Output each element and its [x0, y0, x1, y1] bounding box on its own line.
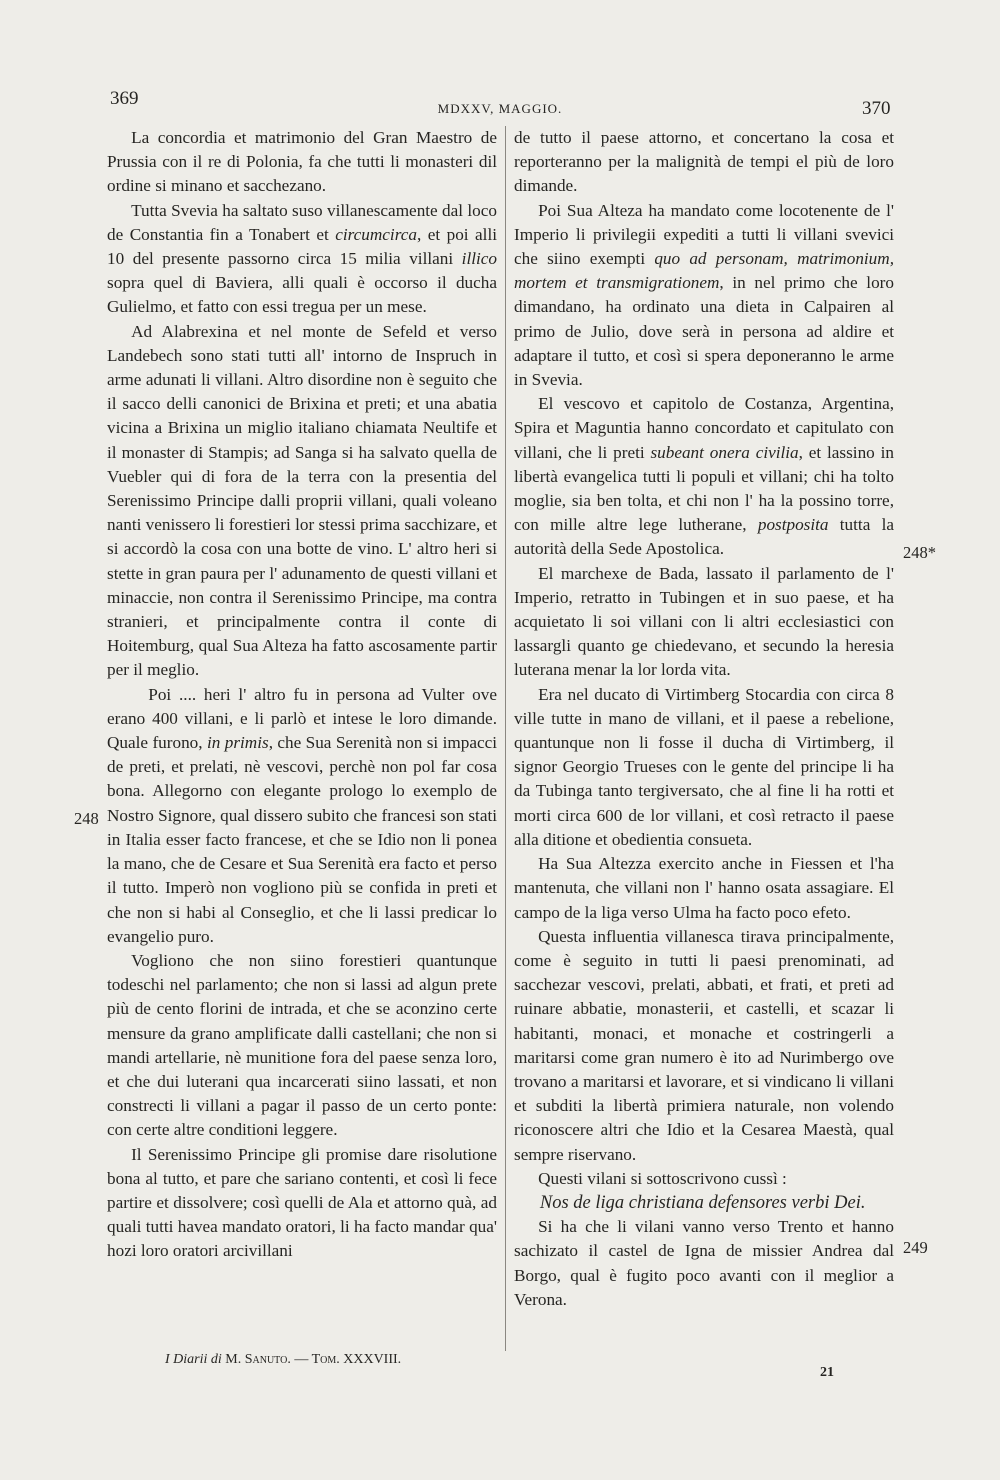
left-column [107, 126, 497, 1264]
paragraph: de tutto il paese attorno, et concertano la cosa et reporteranno per la malignità de tempi el più de loro dimande. [514, 128, 894, 196]
paragraph: El vescovo et capitolo de Costanza, Argentina, Spira et Maguntia hanno concordato et capitulato con villani, che li preti subeant onera civilia, et lassino in libertà evangelica tutti li populi et villani; chi ha tolto moglie, sia ben tolta, et chi non l' ha la possino torre, con mille altre lege lutherane, postposita tutta la autorità della Sede Apostolica. [514, 394, 894, 559]
latin-signature: Nos de liga christiana defensores verbi Dei. [539, 1192, 866, 1213]
footer-citation: I Diarii di M. Sanuto. — Tom. XXXVIII. [165, 1352, 402, 1367]
paragraph: Questa influentia villanesca tirava principalmente, come è seguito in tutti li paesi prenominati, ad sacchezar vescovi, prelati, abbati, et frati, et preti ad ruinare abbatie, monasterii, et castelli, et scazar li habitanti, monaci, et monache et costringerli a maritarsi come gran numero è ito ad Nurimbergo ove trovano a maritarsi et lavorare, et si vindicano li villani et subditi la libertà primiera naturale, non volendo riconoscere altri che Idio et la Cesarea Maestà, qual sempre riservano. [514, 926, 894, 1164]
signature-mark: 21 [820, 1365, 834, 1380]
page-number-left: 369 [110, 88, 139, 109]
margin-number-left: 248 [74, 809, 99, 828]
paragraph: Tutta Svevia ha saltato suso villanescamente dal loco de Constantia fin a Tonabert et circumcirca, et poi alli 10 del presente passorno circa 15 milia villani illico sopra quel di Baviera, alli quali è occorso il ducha Gulielmo, et fatto con essi tregua per un mese. [107, 200, 497, 317]
margin-number-right: 249 [903, 1238, 928, 1257]
right-column [514, 126, 894, 1312]
paragraph: Poi Sua Alteza ha mandato come locotenente de l' Imperio li privilegii expediti a tutti li villani svevici che siino exempti quo ad personam, matrimonium, mortem et transmigrationem, in nel primo che loro dimandano, ha ordinato una dieta in Calpairen al primo de Julio, dove serà in persona ad aldire et adaptare il tutto, et così si spera deponeranno le arme in Svevia. [514, 200, 894, 390]
running-title: MDXXV, MAGGIO. [437, 101, 563, 116]
paragraph: Poi .... heri l' altro fu in persona ad Vulter ove erano 400 villani, e li parlò et intese le loro dimande. Quale furono, in primis, che Sua Serenità non si impacci de preti, et prelati, nè vescovi, perchè non pol far cosa bona. Allegorno con elegante prologo lo exemplo de Nostro Signore, qual dissero subito che francesi son stati in Italia esser facto francese, et che se Idio non li ponea la mano, che de Cesare et Sua Serenità era facto et perso il tutto. Imperò non vogliono più se confida in preti et che non si habi al Conseglio, et che li lassi predicar lo evangelio puro. [107, 684, 497, 946]
paragraph: Questi vilani si sottoscrivono cussì : [538, 1168, 787, 1188]
paragraph: Vogliono che non siino forestieri quantunque todeschi nel parlamento; che non si lassi ad algun prete più de cento florini de intrada, et che se aconzino certe mensure da grano amplificate dalli castellani; che non si mandi artellarie, nè munitione fora del paese senza loro, et che dui luterani qua incarcerati siino lassati, et non constrecti li villani a pagar il passo de un certo ponte: con certe altre conditioni leggere. [107, 950, 497, 1140]
paragraph: Ha Sua Altezza exercito anche in Fiessen et l'ha mantenuta, che villani non l' hanno osata assagiare. El campo de la liga verso Ulma ha facto poco efeto. [514, 854, 894, 922]
paragraph: El marchexe de Bada, lassato il parlamento de l' Imperio, retratto in Tubingen et in suo paese, et ha acquietato li soi villani con li altri ecclesiastici con lassargli quanto ge chiedevano, et secundo la heresia luterana menar la lor lorda vita. [514, 563, 894, 680]
paragraph: Era nel ducato di Virtimberg Stocardia con circa 8 ville tutte in mano de villani, et il paese a rebelione, quantunque non li fosse il ducha di Virtimberg, il signor Georgio Trueses con le gente del principe li ha da Tubinga tanto tergiversato, che al fine li ha rotti et morti circa 600 de lor villani, et così retracto il paese alla ditione et obedientia consueta. [514, 684, 894, 849]
margin-number-right: 248* [903, 543, 936, 562]
paragraph: La concordia et matrimonio del Gran Maestro de Prussia con il re di Polonia, fa che tutti li monasteri dil ordine si minano et sacchezano. [107, 128, 497, 196]
paragraph: Il Serenissimo Principe gli promise dare risolutione bona al tutto, et pare che sariano contenti, et così li fece partire et dissolvere; così quelli de Ala et attorno quà, ad quali tutti havea mandato oratori, li ha facto mandar qua' hozi loro oratori arcivillani [107, 1144, 497, 1261]
column-rule [505, 126, 506, 1351]
paragraph: Ad Alabrexina et nel monte de Sefeld et verso Landebech sono stati tutti all' intorno de Inspruch in arme adunati li villani. Altro disordine non è seguito che il sacco delli canonici de Brixina et preti; et una abatia vicina a Brixina un miglio italiano chiamata Neultife et il monaster di Stampis; ad Sanga si ha salvato quella de Vuebler qui di fora de la terra con la presentia del Serenissimo Principe dalli proprii villani, quali voleano nanti venissero li forestieri lor stessi prima sacchizare, et si accordò la cosa con una botte de vino. L' altro heri si stette in gran paura per l' adunamento de questi villani et minaccie, non contra il Serenissimo Principe, ma contra stranieri, et principalmente contra il conte di Hoitemburg, qual Sua Alteza ha fatto ascosamente partir per il meglio. [107, 321, 497, 680]
page-number-right: 370 [862, 98, 891, 119]
paragraph: Si ha che li vilani vanno verso Trento et hanno sachizato il castel de Igna de missier Andrea dal Borgo, qual è fugito poco avanti con il meglior a Verona. [514, 1217, 894, 1309]
